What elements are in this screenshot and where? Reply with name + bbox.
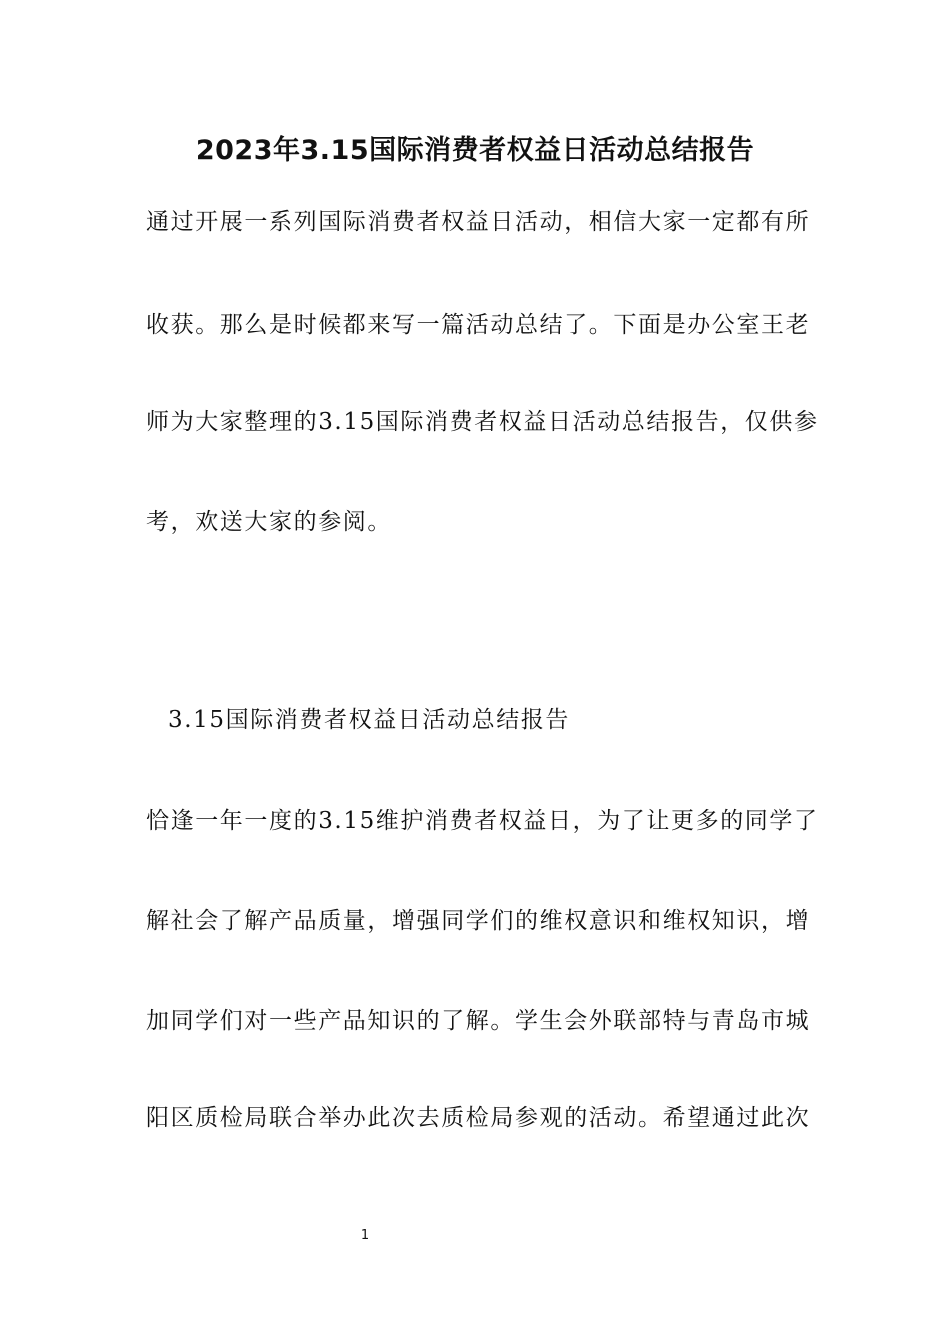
intro-line: 收获。那么是时候都来写一篇活动总结了。下面是办公室王老 (146, 312, 811, 338)
body-line: 加同学们对一些产品知识的了解。学生会外联部特与青岛市城 (146, 1008, 811, 1034)
intro-line: 师为大家整理的3.15国际消费者权益日活动总结报告，仅供参 (146, 409, 819, 435)
section-heading: 3.15国际消费者权益日活动总结报告 (168, 707, 571, 733)
intro-line: 通过开展一系列国际消费者权益日活动，相信大家一定都有所 (146, 209, 811, 235)
page-number: 1 (360, 1228, 370, 1243)
body-line: 解社会了解产品质量，增强同学们的维权意识和维权知识，增 (146, 908, 811, 934)
body-line: 阳区质检局联合举办此次去质检局参观的活动。希望通过此次 (146, 1105, 811, 1131)
body-line: 恰逢一年一度的3.15维护消费者权益日，为了让更多的同学了 (146, 808, 819, 834)
intro-line: 考，欢送大家的参阅。 (146, 509, 392, 535)
document-title: 2023年3.15国际消费者权益日活动总结报告 (195, 135, 755, 166)
